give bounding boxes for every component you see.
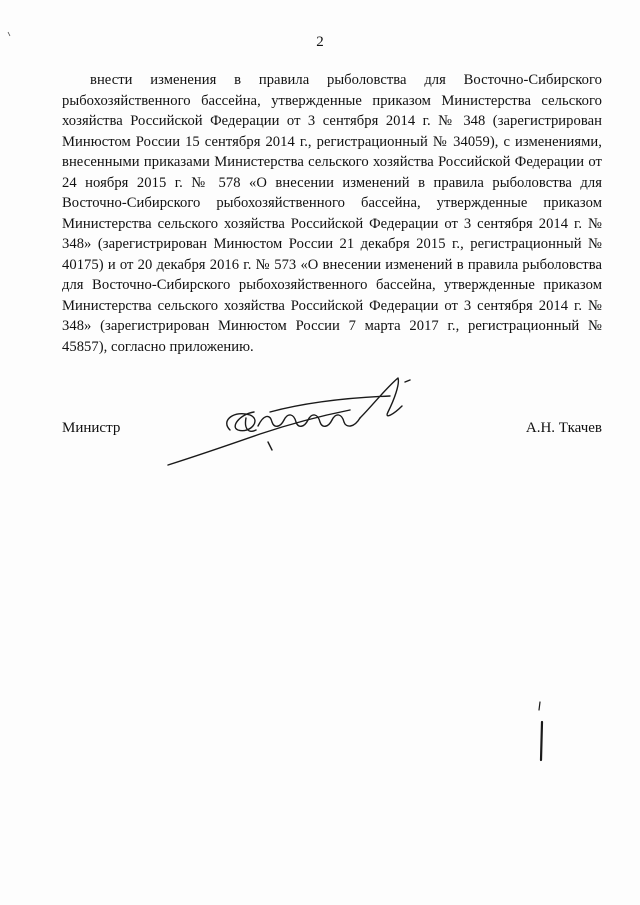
signature-block (62, 420, 602, 450)
scan-speck (4, 28, 18, 48)
margin-pen-mark (534, 700, 548, 762)
signatory-position: Министр (62, 420, 121, 436)
body-paragraph: внести изменения в правила рыболовства для Восточно-Сибирского рыбохозяйственного бассейна, утвержденные приказом Министерства сельского хозяйства Российской Федерации от 3 сентября 2014 г. № 348 (зарегистрирован Минюстом России 15 сентября 2014 г., регистрационный № 34059), с изменениями, внесенными приказами Министерства сельского хозяйства Российской Федерации от 24 ноября 2015 г. № 578 «О внесении изменений в правила рыболовства для Восточно-Сибирского рыбохозяйственного бассейна, утвержденные приказом Министерства сельского хозяйства Российской Федерации от 3 сентября 2014 г. № 348» (зарегистрирован Минюстом России 21 декабря 2015 г., регистрационный № 40175) и от 20 декабря 2016 г. № 573 «О внесении изменений в правила рыболовства для Восточно-Сибирского рыбохозяйственного бассейна, утвержденные приказом Министерства сельского хозяйства Российской Федерации от 3 сентября 2014 г. № 348» (зарегистрирован Минюстом России 7 марта 2017 г., регистрационный № 45857), согласно приложению. (62, 72, 602, 355)
signatory-name: А.Н. Ткачев (525, 420, 602, 436)
page-number: 2 (316, 34, 324, 50)
